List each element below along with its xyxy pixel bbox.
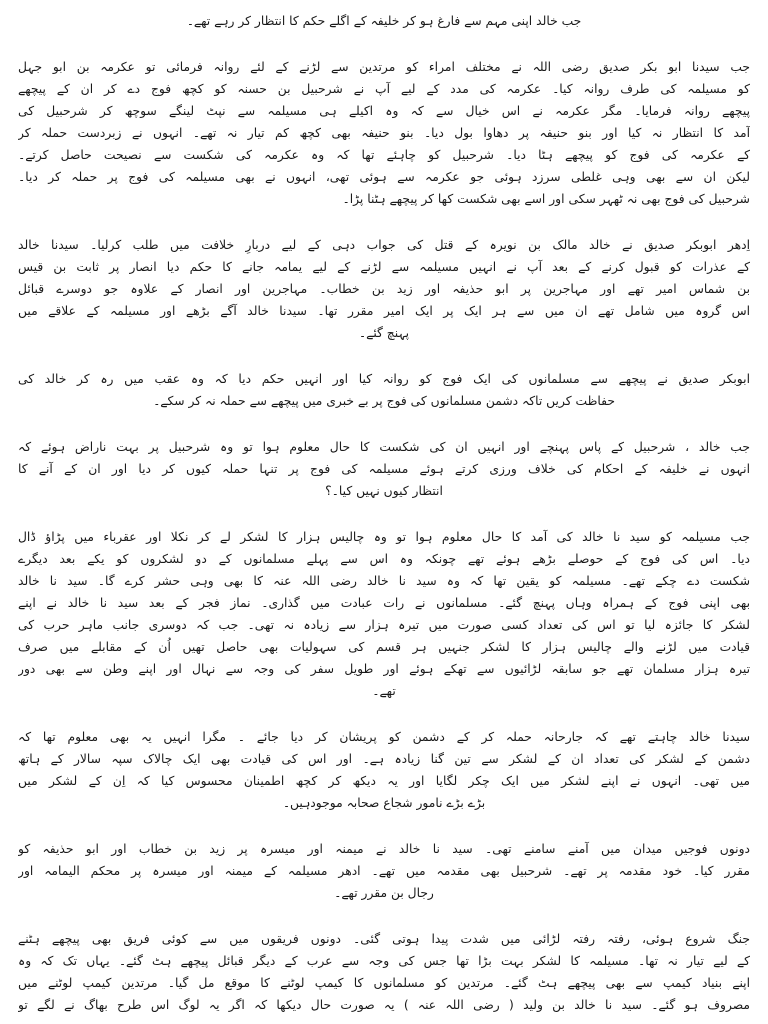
text-line: تیرہ ہزار مسلمان تھے جو سابقہ لڑائیوں سے تھکے ہوئے اور طویل سفر کی وجہ سے نہال اور اپنے وطن سے بھی دور: [18, 662, 750, 676]
text-line: جب مسیلمہ کو سید نا خالد کی آمد کا حال معلوم ہوا تو وہ چالیس ہزار کا لشکر لے کر نکلا اور عقرباء میں پڑاؤ ڈال: [18, 530, 750, 544]
text-line: آمد کا انتظار نہ کیا اور بنو حنیفہ پر دھاوا بول دیا۔ بنو حنیفہ بھی کچھ کم تیار نہ تھے۔ انہوں نے زبردست حملہ کر: [18, 126, 750, 140]
text-line: اپنے بنیاد کیمپ سے بھی پیچھے ہٹ گئے۔ مرتدین کو مسلمانوں کا کیمپ لوٹنے کا موقع مل گیا۔ مرتدین کیمپ لوٹنے میں: [18, 976, 750, 990]
text-line: قیادت میں لڑنے والے چالیس ہزار کا لشکر جنہیں ہر قسم کی سہولیات بھی حاصل تھیں اُن کے مقابلے میں صرف: [18, 640, 750, 654]
text-line: شرحبیل کی فوج بھی نہ ٹھہر سکی اور اسے بھی شکست کھا کر پیچھے ہٹنا پڑا۔: [342, 192, 750, 206]
text-line: لشکر کا جائزہ لیا تو اس کی تعداد کسی صورت میں تیرہ ہزار سے زیادہ نہ تھی۔ جب کہ دوسری جانب ماہر حرب کی: [18, 618, 750, 632]
text-line: لیکن ان سے بھی وہی غلطی سرزد ہوئی جو عکرمہ سے ہوئی تھی، انہوں نے بھی مسیلمہ کی فوج پر حملہ کر دیا۔: [18, 170, 750, 184]
text-line: شکست دے چکے تھے۔ مسیلمہ کو یقین تھا کہ وہ سید نا خالد رضی اللہ عنہ کا بھی وہی حشر کرے گا۔ سید نا خالد: [18, 574, 750, 588]
text-line: جب خالد ، شرحبیل کے پاس پہنچے اور انہیں ان کی شکست کا حال معلوم ہوا تو وہ شرحبیل پر بہت ناراض ہوئے کہ: [18, 440, 750, 454]
text-line: جب سیدنا ابو بکر صدیق رضی اللہ نے مختلف امراء کو مرتدین سے لڑنے کے لئے روانہ فرمائی تو عکرمہ بن ابو جہل: [18, 60, 750, 74]
text-line: ابوبکر صدیق نے پیچھے سے مسلمانوں کی ایک فوج کو روانہ کیا اور انہیں حکم دیا کہ وہ عقب میں رہ کر خالد کی: [18, 372, 750, 386]
text-line: رجال بن مقرر تھے۔: [334, 886, 434, 900]
text-line: جنگ شروع ہوئی، رفتہ رفتہ لڑائی میں شدت پیدا ہوتی گئی۔ دونوں فریقوں میں سے کوئی فریق بھی پیچھے ہٹنے: [18, 932, 750, 946]
text-line: کے لیے تیار نہ تھا۔ مسیلمہ کا لشکر بہت بڑا تھا جس کی وجہ سے عرب کے دیگر قبائل پیچھے ہٹ گئے۔ یہاں تک کہ وہ: [18, 954, 750, 968]
paragraph: [18, 928, 750, 1016]
text-line: دونوں فوجیں میدان میں آمنے سامنے تھی۔ سید نا خالد نے میمنہ اور میسرہ پر زید بن خطاب اور ابو حذیفہ کو: [18, 842, 750, 856]
text-line: بن شماس امیر تھے اور مہاجرین پر ابو حذیفہ اور زید بن خطاب۔ مہاجرین اور انصار کے علاوہ جو دوسرے قبائل: [18, 282, 750, 296]
text-line: پہنچ گئے۔: [358, 326, 410, 340]
text-line: دشمن کے لشکر کی تعداد ان کے لشکر سے تین گنا زیادہ ہے۔ اور اس کی قیادت بھی ایک چالاک سپہ سالار کے ہاتھ: [18, 752, 750, 766]
paragraph: [18, 56, 750, 210]
text-line: بڑے بڑے نامور شجاع صحابہ موجودہیں۔: [282, 796, 486, 810]
paragraph: [18, 368, 750, 412]
text-line: تھے۔: [372, 684, 396, 698]
paragraph: [18, 436, 750, 502]
paragraph: [18, 838, 750, 904]
text-line: میں تھی۔ انہوں نے اپنے لشکر میں ایک چکر لگایا اور یہ دیکھ کر کچھ اطمینان محسوس کیا کہ اِن کے لشکر میں: [18, 774, 750, 788]
text-line: کے عذرات کو قبول کرنے کے بعد آپ نے انہیں مسیلمہ سے لڑنے کے لیے یمامہ جانے کا حکم دیا انصار پر ثابت بن قیس: [18, 260, 750, 274]
text-line: اِدھر ابوبکر صدیق نے خالد مالک بن نویرہ کے قتل کی جواب دہی کے لیے دربارِ خلافت میں طلب کرلیا۔ سیدنا خالد: [18, 238, 750, 252]
paragraph: [18, 726, 750, 814]
text-line: مقرر کیا۔ خود مقدمہ پر تھے۔ شرحبیل بھی مقدمہ میں تھے۔ ادھر مسیلمہ کے میمنہ اور میسرہ پر محکم الیمامہ اور: [18, 864, 750, 878]
text-line: کو مسیلمہ کی طرف روانہ کیا۔ عکرمہ کی مدد کے لیے آپ نے شرحبیل بن حسنہ کو کچھ فوج دے کر ان کے پیچھے: [18, 82, 750, 96]
text-line: مصروف ہو گئے۔ سید نا خالد بن ولید ( رضی اللہ عنہ ) یہ صورت حال دیکھا کہ اگر یہ لوگ اس طرح بھاگ نے لگے تو: [18, 998, 750, 1012]
text-line: حفاظت کریں تاکہ دشمن مسلمانوں کی فوج پر بے خبری میں پیچھے سے حملہ نہ کر سکے۔: [153, 394, 615, 408]
paragraph: [18, 10, 750, 32]
text-line: انتظار کیوں نہیں کیا۔؟: [325, 484, 443, 498]
text-line: جب خالد اپنی مہم سے فارغ ہو کر خلیفہ کے اگلے حکم کا انتظار کر رہے تھے۔: [186, 14, 582, 28]
text-line: انہوں نے خلیفہ کے احکام کی خلاف ورزی کرتے ہوئے مسیلمہ کی فوج پر تنہا حملہ کیوں کر دیا اور ان کے آنے کا: [18, 462, 750, 476]
text-line: سیدنا خالد چاہتے تھے کہ جارحانہ حملہ کر کے دشمن کو پریشان کر دیا جائے ۔ مگرا انہیں یہ بھی معلوم تھا کہ: [18, 730, 750, 744]
paragraph: [18, 526, 750, 702]
text-line: کے عکرمہ کی فوج کو پیچھے ہٹا دیا۔ شرحبیل کو چاہئے تھا کہ وہ عکرمہ کی شکست سے نصیحت حاصل کرتے۔: [18, 148, 750, 162]
text-line: اس گروہ میں شامل تھے ان میں سے ہر ایک پر ایک امیر مقرر تھا۔ سیدنا خالد آگے بڑھے اور مسیلمہ کے علاقے میں: [18, 304, 750, 318]
paragraph: [18, 234, 750, 344]
text-line: پیچھے روانہ فرمایا۔ مگر عکرمہ نے اس خیال سے کہ وہ اکیلے ہی مسیلمہ سے نپٹ لینگے سوچھ کر شرحبیل کی: [18, 104, 750, 118]
text-line: دیا۔ اس کی فوج کے حوصلے بڑھے ہوئے تھے چونکہ وہ اس سے پہلے مسلمانوں کے دو لشکروں کو یکے بعد دیگرے: [18, 552, 750, 566]
text-line: بھی اپنی فوج کے ہمراہ وہاں پہنچ گئے۔ مسلمانوں نے رات عبادت میں گذاری۔ نماز فجر کے بعد سید نا خالد نے اپنے: [18, 596, 750, 610]
